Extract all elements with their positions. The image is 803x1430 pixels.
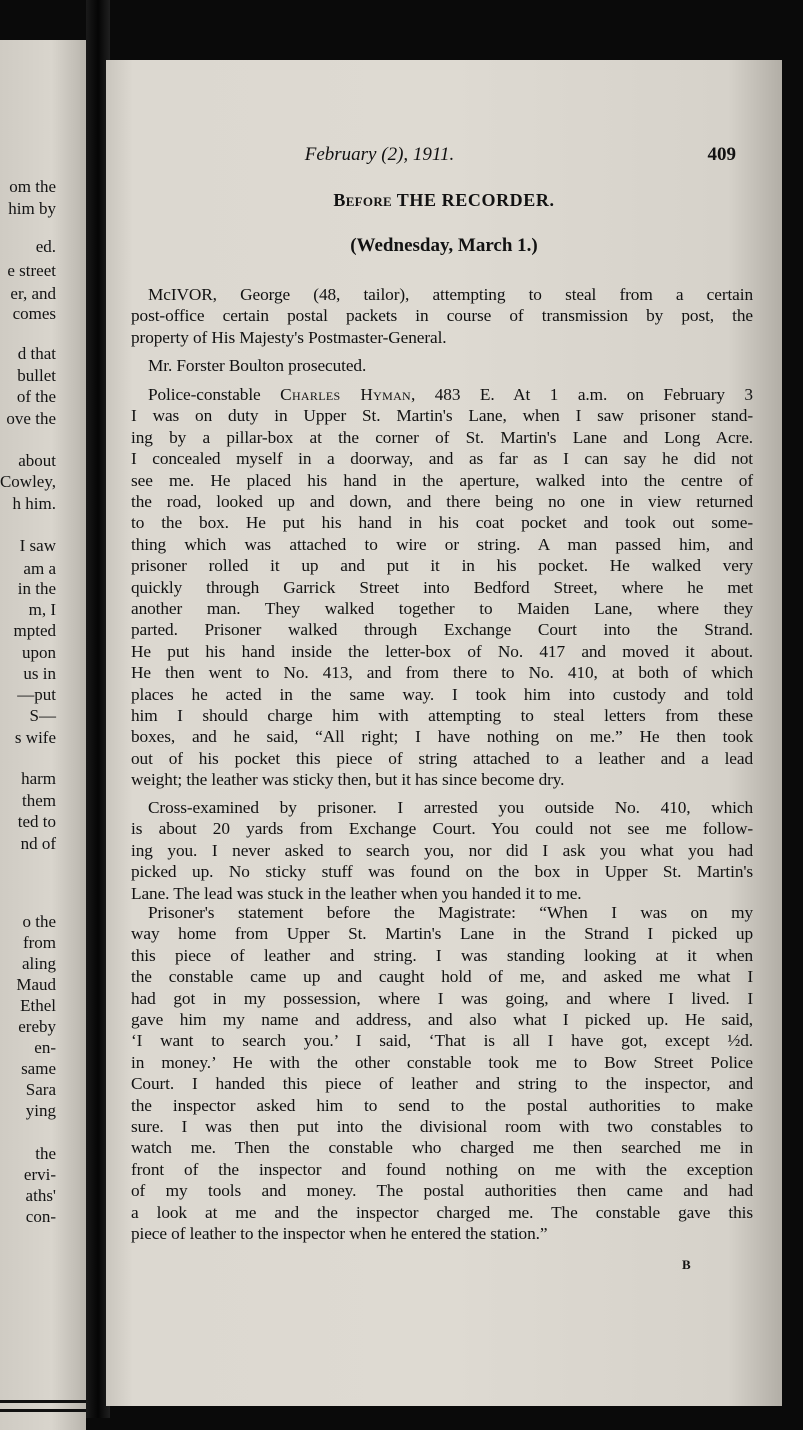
- left-page-fragment: am a: [23, 559, 56, 578]
- left-page-fragment: ying: [25, 1101, 56, 1120]
- text-line: property of His Majesty's Postmaster-General.: [131, 327, 447, 347]
- text-line: parted. Prisoner walked through Exchange Court into the Strand.: [131, 620, 753, 640]
- text-line: front of the inspector and found nothing on me with the exception: [131, 1159, 753, 1179]
- left-page-fragment: same: [21, 1059, 56, 1078]
- text-line: Cross-examined by prisoner. I arrested you outside No. 410, which: [148, 798, 753, 817]
- left-page-fragment: nd of: [20, 834, 56, 853]
- text-line: weight; the leather was sticky then, but it has since become dry.: [131, 770, 565, 790]
- text-line: post-office certain postal packets in course of transmission by post, the: [131, 306, 753, 326]
- text-line: had got in my possession, where I was going, and where I lived. I: [131, 988, 753, 1008]
- text-line: another man. They walked together to Maiden Lane, where they: [131, 599, 753, 618]
- section-heading: [106, 191, 782, 209]
- left-page-fragment: ted to: [17, 812, 56, 831]
- main-page: [106, 60, 782, 1406]
- left-page-fragment: Cowley,: [0, 472, 56, 491]
- left-page-fragment: comes: [12, 304, 56, 323]
- left-page-fragment: upon: [22, 643, 56, 662]
- text-line: is about 20 yards from Exchange Court. You could not see me follow-: [131, 819, 753, 839]
- text-line: this piece of leather and string. I was standing looking at it when: [131, 945, 753, 965]
- left-page-fragment: o the: [22, 912, 56, 931]
- left-page-fragment: e street: [7, 261, 56, 280]
- text-line: prisoner rolled it up and put it in his pocket. He walked very: [131, 556, 753, 576]
- left-page-fragment: s wife: [14, 728, 56, 747]
- left-page-fragment: d that: [17, 344, 56, 363]
- left-page-fragment: about: [18, 451, 56, 470]
- left-page-fragment: ove the: [6, 409, 56, 428]
- text-line: see me. He placed his hand in the aperture, walked into the centre of: [131, 470, 753, 490]
- text-line: I concealed myself in a doorway, and as far as I can say he did not: [131, 449, 753, 469]
- text-line: places he acted in the same way. I took him into custody and told: [131, 684, 753, 704]
- text-line: ing you. I never asked to search you, nor did I ask you what you had: [131, 840, 753, 860]
- text-line: the constable came up and caught hold of me, and asked me what I: [131, 967, 753, 987]
- left-page-fragment: er, and: [10, 284, 56, 303]
- text-line: the road, looked up and down, and there being no one in view returned: [131, 492, 753, 511]
- date-heading: (Wednesday, March 1.): [350, 235, 538, 256]
- text-line: of my tools and money. The postal authorities then came and had: [131, 1181, 753, 1201]
- text-line: piece of leather to the inspector when he entered the station.”: [131, 1224, 548, 1243]
- left-page-rule: [0, 1400, 86, 1418]
- left-page-fragment: of the: [16, 387, 56, 406]
- text-line: to the box. He put his hand in his coat pocket and took out some-: [131, 513, 753, 533]
- text-line: the inspector asked him to send to the postal authorities to make: [131, 1095, 753, 1115]
- text-line: a look at me and the inspector charged me. The constable gave this: [131, 1202, 753, 1222]
- left-page-fragment: I saw: [19, 536, 56, 555]
- text-line: ‘I want to search you.’ I said, ‘That is all I have got, except ½d.: [131, 1031, 753, 1051]
- left-page-fragment: the: [35, 1144, 56, 1163]
- left-page-fragment: ervi-: [23, 1165, 56, 1184]
- page-number: 409: [707, 144, 736, 165]
- left-page-fragment: Sara: [25, 1080, 56, 1099]
- text-line: Lane. The lead was stuck in the leather when you handed it to me.: [131, 883, 582, 903]
- left-page-fragment: bullet: [17, 366, 56, 385]
- left-page-fragment: us in: [23, 664, 56, 683]
- left-page-fragment: en-: [34, 1038, 56, 1057]
- left-page-fragment: ereby: [18, 1017, 56, 1036]
- text-line: Prisoner's statement before the Magistrate: “When I was on my: [148, 903, 753, 922]
- text-line: picked up. No sticky stuff was found on the box in Upper St. Martin's: [131, 862, 753, 882]
- left-page-fragment: from: [22, 933, 56, 952]
- left-page-fragment: h him.: [12, 494, 56, 513]
- left-page-fragment: con-: [25, 1207, 56, 1226]
- left-page-fragment: S—: [29, 706, 56, 725]
- text-line: I was on duty in Upper St. Martin's Lane, when I saw prisoner stand-: [131, 406, 753, 426]
- left-facing-page: [0, 40, 86, 1430]
- text-line: He then went to No. 413, and from there to No. 410, at both of which: [131, 663, 753, 683]
- text-line: Police-constable Charles Hyman, 483 E. At 1 a.m. on February 3: [148, 385, 753, 404]
- text-line: out of his pocket this piece of string attached to a leather and a lead: [131, 748, 753, 768]
- text-line: gave him my name and address, and also what I picked up. He said,: [131, 1010, 753, 1029]
- left-page-fragment: Ethel: [20, 996, 56, 1015]
- left-page-fragment: them: [22, 791, 56, 810]
- left-page-fragment: mpted: [13, 621, 56, 640]
- running-head: February (2), 1911.: [304, 144, 455, 165]
- text-line: McIVOR, George (48, tailor), attempting to steal from a certain: [148, 285, 753, 304]
- text-line: thing which was attached to wire or string. A man passed him, and: [131, 534, 753, 554]
- text-line: sure. I was then put into the divisional room with two constables to: [131, 1117, 753, 1136]
- text-line: Mr. Forster Boulton prosecuted.: [148, 356, 367, 375]
- left-page-fragment: —put: [17, 685, 56, 704]
- text-line: in money.’ He with the other constable took me to Bow Street Police: [131, 1052, 753, 1072]
- text-line: quickly through Garrick Street into Bedford Street, where he met: [131, 577, 753, 597]
- section-heading-title: THE RECORDER.: [391, 190, 555, 210]
- left-page-fragment: Maud: [16, 975, 56, 994]
- left-page-fragment: him by: [8, 199, 56, 218]
- text-line: him I should charge him with attempting to steal letters from these: [131, 706, 753, 725]
- section-heading-prefix: Before: [333, 190, 392, 210]
- left-page-fragment: ed.: [35, 237, 56, 256]
- text-line: boxes, and he said, “All right; I have nothing on me.” He then took: [131, 727, 753, 747]
- left-page-fragment: aling: [22, 954, 56, 973]
- left-page-fragment: in the: [17, 579, 56, 598]
- text-line: He put his hand inside the letter-box of No. 417 and moved it about.: [131, 641, 753, 661]
- left-page-fragment: om the: [9, 177, 56, 196]
- left-page-fragment: aths': [25, 1186, 56, 1205]
- left-page-fragment: m, I: [28, 600, 56, 619]
- signature-mark: B: [682, 1257, 691, 1272]
- text-line: watch me. Then the constable who charged me then searched me in: [131, 1138, 753, 1158]
- text-line: Court. I handed this piece of leather and string to the inspector, and: [131, 1074, 753, 1094]
- text-line: way home from Upper St. Martin's Lane in the Strand I picked up: [131, 924, 753, 944]
- left-page-fragment: harm: [21, 769, 56, 788]
- text-line: ing by a pillar-box at the corner of St. Martin's Lane and Long Acre.: [131, 427, 753, 447]
